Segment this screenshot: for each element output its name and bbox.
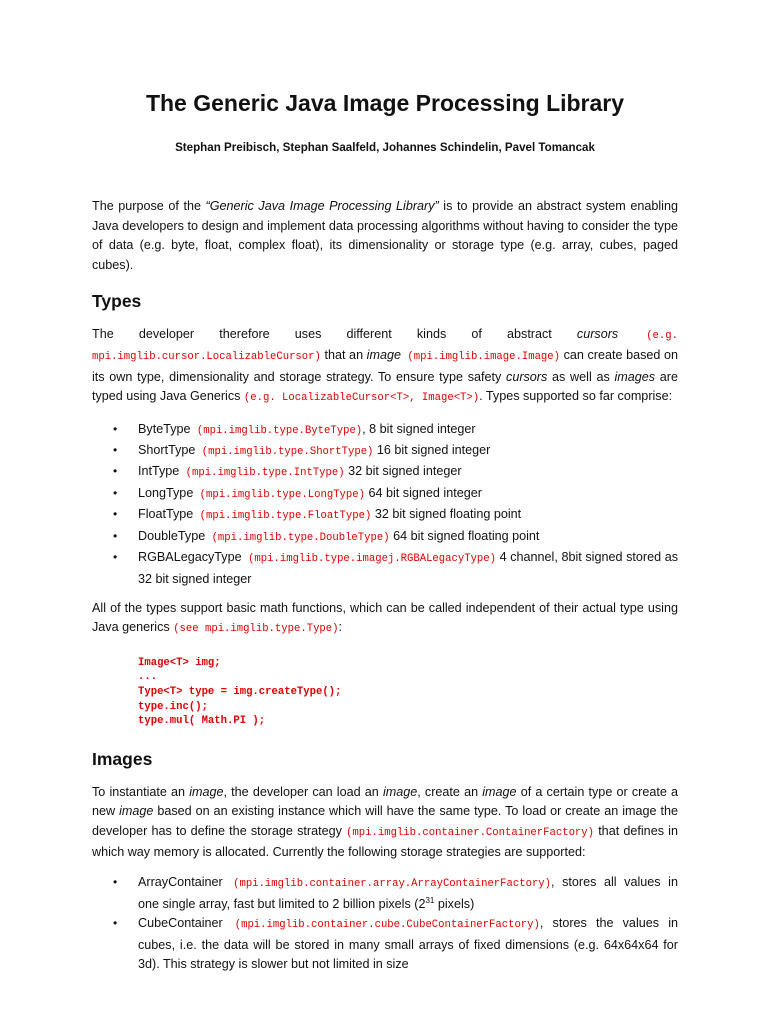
- code-reference: (mpi.imglib.container.array.ArrayContainerFactory): [222, 878, 552, 891]
- authors-line: Stephan Preibisch, Stephan Saalfeld, Johannes Schindelin, Pavel Tomancak: [175, 141, 595, 154]
- body-text: that an: [320, 348, 367, 363]
- types-list: [92, 420, 678, 589]
- section-heading-images: Images: [92, 748, 153, 769]
- italic-term: image: [189, 784, 224, 799]
- code-reference: (mpi.imglib.type.DoubleType): [205, 531, 390, 544]
- document-page: [92, 86, 678, 984]
- list-item: [92, 527, 678, 548]
- code-reference: (mpi.imglib.type.ShortType): [195, 446, 374, 459]
- list-item: [92, 548, 678, 589]
- code-reference: (mpi.imglib.image.Image): [400, 351, 561, 364]
- intro-text: is to provide an abstract system enabling Java developers to design and implement data processing algorithms without having to consider the type of data (e.g. byte, float, complex float), its dimensionality or storage type (e.g. array, cubes, paged cubes).: [92, 199, 678, 272]
- type-description: 16 bit signed integer: [373, 443, 491, 458]
- code-reference: (see mpi.imglib.type.Type): [173, 623, 339, 636]
- code-line: type.inc();: [138, 700, 208, 713]
- code-reference: (mpi.imglib.type.imagej.RGBALegacyType): [241, 553, 497, 566]
- list-item: [92, 462, 678, 483]
- code-line: type.mul( Math.PI );: [138, 715, 266, 728]
- list-item: [92, 505, 678, 526]
- italic-term: image: [119, 804, 154, 819]
- code-reference: (mpi.imglib.type.ByteType): [190, 424, 363, 437]
- body-text: , the developer can load an: [223, 784, 383, 799]
- body-text: as well as: [547, 369, 615, 384]
- italic-term: cursors: [506, 369, 548, 384]
- type-name: FloatType: [138, 507, 194, 522]
- italic-term: image: [382, 784, 418, 799]
- intro-text: The purpose of the: [92, 199, 206, 214]
- body-text: , create an: [417, 784, 483, 799]
- code-reference: (mpi.imglib.container.ContainerFactory): [346, 826, 594, 839]
- type-description: , 8 bit signed integer: [362, 421, 476, 436]
- italic-term: image: [482, 784, 517, 799]
- container-description: , stores the values in cubes, i.e. the data will be stored in many small arrays of fixed dimensions (e.g. 64x64x64 for 3d). This strategy is slower but not limited in size: [138, 916, 678, 971]
- type-name: ByteType: [138, 421, 191, 436]
- type-description: 32 bit signed floating point: [371, 507, 522, 522]
- type-name: IntType: [138, 464, 180, 479]
- code-block: [138, 656, 678, 729]
- container-name: ArrayContainer: [138, 875, 223, 890]
- body-text: can create based on its own type, dimensionality and storage strategy. To ensure type safety: [92, 348, 679, 384]
- container-description: , stores all values in one single array, fast but limited to 2 billion pixels (2: [138, 875, 678, 911]
- superscript-exponent: 31: [425, 895, 435, 905]
- body-text: :: [338, 620, 342, 635]
- type-description: 64 bit signed integer: [364, 485, 482, 500]
- type-name: DoubleType: [138, 528, 206, 543]
- code-line: ...: [138, 671, 158, 684]
- list-item: [92, 441, 678, 462]
- type-description: 32 bit signed integer: [344, 464, 462, 479]
- body-text: To instantiate an: [92, 784, 190, 799]
- code-reference: (mpi.imglib.container.cube.CubeContainerFactory): [222, 919, 540, 932]
- body-text: . Types supported so far comprise:: [479, 389, 673, 404]
- code-reference: (e.g. mpi.imglib.cursor.LocalizableCursor): [92, 330, 678, 364]
- code-reference: (mpi.imglib.type.FloatType): [193, 510, 372, 523]
- math-paragraph: [92, 599, 678, 640]
- list-item: [92, 484, 678, 505]
- list-item: [92, 420, 678, 441]
- container-name: CubeContainer: [138, 916, 223, 931]
- list-item: [92, 873, 678, 914]
- body-text: The developer therefore uses different kinds of abstract: [92, 327, 577, 342]
- container-description-tail: pixels): [434, 896, 475, 911]
- body-text: based on an existing instance which will have the same type. To load or create an image the developer has to define the storage strategy: [92, 804, 678, 838]
- body-text: of a certain type or create a new: [92, 784, 679, 819]
- library-name-quote: “Generic Java Image Processing Library”: [205, 199, 439, 214]
- body-text: are typed using Java Generics: [92, 369, 678, 404]
- code-reference: (e.g. LocalizableCursor<T>, Image<T>): [243, 392, 480, 405]
- type-name: LongType: [138, 485, 194, 500]
- type-name: RGBALegacyType: [138, 550, 242, 565]
- code-reference: (mpi.imglib.type.LongType): [193, 488, 365, 501]
- type-description: 4 channel, 8bit signed stored as 32 bit signed integer: [138, 550, 678, 586]
- code-reference: (mpi.imglib.type.IntType): [179, 467, 345, 480]
- intro-paragraph: [92, 197, 678, 275]
- italic-term: images: [614, 369, 656, 384]
- italic-term: image: [366, 348, 401, 363]
- images-paragraph: [92, 783, 678, 863]
- code-line: Type<T> type = img.createType();: [138, 685, 342, 698]
- body-text: that defines in which way memory is allocated. Currently the following storage strategies are supported:: [92, 823, 678, 859]
- section-heading-types: Types: [92, 291, 142, 312]
- code-line: Image<T> img;: [138, 656, 221, 669]
- document-title: The Generic Java Image Processing Library: [145, 90, 625, 116]
- italic-term: cursors: [576, 327, 619, 342]
- body-text: All of the types support basic math functions, which can be called independent of their actual type using Java generics: [92, 600, 678, 635]
- type-description: 64 bit signed floating point: [389, 528, 540, 543]
- type-name: ShortType: [138, 443, 196, 458]
- list-item: [92, 914, 678, 974]
- types-paragraph: [92, 325, 678, 409]
- storage-list: [92, 873, 678, 974]
